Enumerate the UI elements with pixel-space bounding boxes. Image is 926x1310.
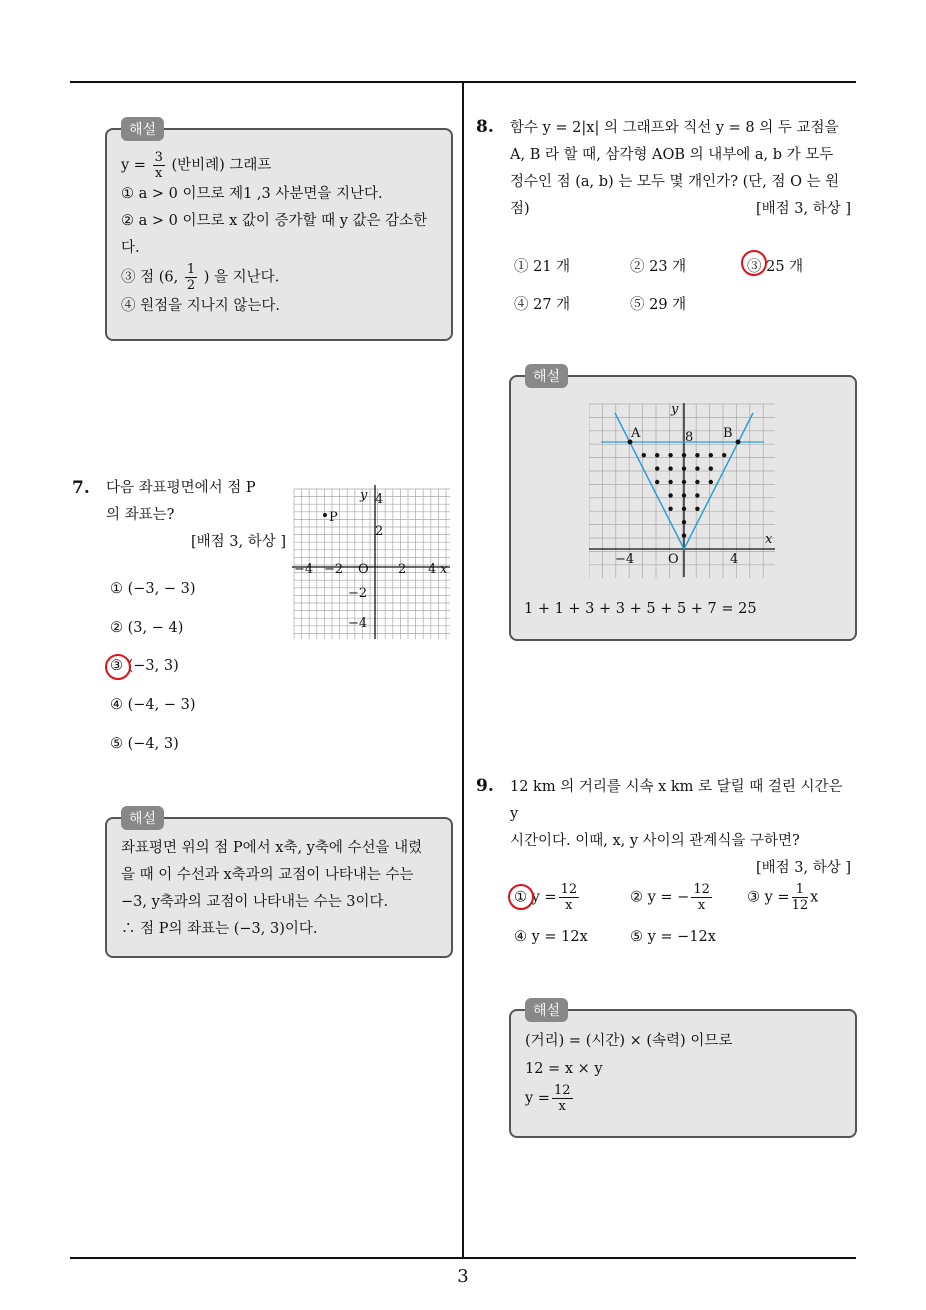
solution-box-9: [509, 1003, 857, 1138]
lattice-point: [668, 507, 672, 511]
lattice-point: [668, 493, 672, 497]
page-number: 3: [457, 1266, 469, 1287]
y-tick: 4: [375, 492, 384, 507]
q7-option-2[interactable]: ② (3, − 4): [110, 620, 184, 636]
fraction: $\frac{3}{x}$: [154, 150, 163, 181]
point-b-label: B: [723, 426, 733, 441]
question-9-score: [배점 3, 하상 ]: [755, 860, 851, 876]
q9-option-3[interactable]: ③ y = $\frac{1}{12}$ x: [747, 882, 819, 913]
question-7-score: [배점 3, 하상 ]: [190, 534, 286, 550]
point-p-label: P: [329, 510, 338, 525]
lattice-point: [682, 520, 686, 524]
lattice-point: [709, 453, 713, 457]
lattice-point: [695, 480, 699, 484]
solution-tag: 해설: [121, 117, 164, 141]
point-p: [323, 513, 327, 517]
question-number-8: 8.: [476, 117, 494, 137]
sol6-line1: y = $\frac{3}{x}$ (반비례) 그래프: [121, 150, 272, 181]
lattice-point: [682, 480, 686, 484]
x-tick-neg4: −4: [615, 552, 635, 567]
sol7-line3: −3, y축과의 교점이 나타내는 수는 3이다.: [121, 894, 389, 910]
lattice-point: [709, 480, 713, 484]
y-tick-8: 8: [685, 430, 694, 445]
q8-option-3[interactable]: ③ 25 개: [747, 259, 804, 275]
question-9-text: 12 km 의 거리를 시속 x km 로 달릴 때 걸린 시간은 y 시간이다. 이때, x, y 사이의 관계식을 구하면? [배점 3, 하상 ]: [510, 774, 855, 882]
lattice-point: [682, 533, 686, 537]
y-tick: 2: [375, 524, 384, 539]
sol6-line2: ① a > 0 이므로 제1 ,3 사분면을 지난다.: [121, 186, 383, 202]
sol9-line2: 12 = x × y: [525, 1061, 603, 1077]
question-8-score: [배점 3, 하상 ]: [755, 201, 851, 217]
lattice-point: [668, 453, 672, 457]
sol7-line2: 을 때 이 수선과 x축과의 교점이 나타내는 수는: [121, 867, 414, 883]
x-tick: 4: [428, 562, 437, 577]
q9-option-1[interactable]: ① y = $\frac{12}{x}$: [514, 882, 578, 913]
lattice-point: [682, 493, 686, 497]
sol8-equation: 1 + 1 + 3 + 3 + 5 + 5 + 7 = 25: [524, 601, 757, 617]
sol6-line3b: 다.: [121, 240, 140, 256]
lattice-point: [695, 453, 699, 457]
point-a-label: A: [631, 426, 641, 441]
x-tick: 2: [398, 562, 407, 577]
q9-option-2[interactable]: ② y = − $\frac{12}{x}$: [630, 882, 710, 913]
sol7-line1: 좌표평면 위의 점 P에서 x축, y축에 수선을 내렸: [121, 840, 423, 856]
solution-box-6: [105, 122, 453, 341]
sol7-line4: ∴ 점 P의 좌표는 (−3, 3)이다.: [121, 921, 318, 937]
lattice-point: [695, 493, 699, 497]
solution-tag: 해설: [525, 364, 568, 388]
sol6-line4: ③ 점 (6, $\frac{1}{2}$ ) 을 지난다.: [121, 262, 280, 293]
lattice-point: [655, 466, 659, 470]
q9-option-5[interactable]: ⑤ y = −12x: [630, 929, 716, 945]
x-tick-4: 4: [730, 552, 739, 567]
point-b: [736, 440, 741, 445]
lattice-point: [682, 453, 686, 457]
x-axis-label: x: [440, 562, 448, 577]
lattice-point: [655, 480, 659, 484]
solution-tag: 해설: [121, 806, 164, 830]
lattice-point: [695, 507, 699, 511]
lattice-point: [668, 466, 672, 470]
q8-option-1[interactable]: ① 21 개: [514, 259, 571, 275]
q8-option-2[interactable]: ② 23 개: [630, 259, 687, 275]
lattice-point: [642, 453, 646, 457]
solution-tag: 해설: [525, 998, 568, 1022]
lattice-point: [682, 507, 686, 511]
x-tick: −4: [294, 562, 314, 577]
lattice-point: [709, 466, 713, 470]
x-tick: −2: [324, 562, 344, 577]
y-axis-label: y: [360, 488, 368, 503]
y-axis-label: y: [671, 402, 679, 417]
question-7-text: 다음 좌표평면에서 점 P 의 좌표는? [배점 3, 하상 ]: [106, 475, 286, 556]
solution-box-7: [105, 811, 453, 958]
column-divider: [462, 83, 464, 1259]
question-number-9: 9.: [476, 776, 494, 796]
q7-option-3[interactable]: ③ (−3, 3): [110, 658, 179, 674]
q7-option-1[interactable]: ① (−3, − 3): [110, 581, 196, 597]
lattice-point: [682, 466, 686, 470]
x-axis-label: x: [765, 532, 773, 547]
lattice-point: [695, 466, 699, 470]
answer-circle: [741, 250, 767, 276]
y-tick: −4: [348, 616, 368, 631]
q7-coordinate-graph: [292, 483, 452, 639]
q8-option-5[interactable]: ⑤ 29 개: [630, 297, 687, 313]
lattice-point: [655, 453, 659, 457]
sol9-line3: y = $\frac{12}{x}$: [525, 1083, 571, 1114]
q7-option-5[interactable]: ⑤ (−4, 3): [110, 736, 179, 752]
y-tick: −2: [348, 586, 368, 601]
sol6-line3a: ② a > 0 이므로 x 값이 증가할 때 y 값은 감소한: [121, 213, 428, 229]
solution-box-8: [509, 369, 857, 641]
q9-option-4[interactable]: ④ y = 12x: [514, 929, 588, 945]
origin-label: O: [358, 562, 369, 577]
fraction: $\frac{1}{2}$: [186, 262, 196, 293]
question-8-text: 함수 y = 2|x| 의 그래프와 직선 y = 8 의 두 교점을 A, B 라 할 때, 삼각형 AOB 의 내부에 a, b 가 모두 정수인 점 (a, b) 는 모두 몇 개인가? (단, 점 O 는 원 점) [배점 3, 하상 ]: [510, 115, 855, 223]
q8-option-4[interactable]: ④ 27 개: [514, 297, 571, 313]
lattice-point: [722, 453, 726, 457]
q7-option-4[interactable]: ④ (−4, − 3): [110, 697, 196, 713]
answer-circle: [105, 654, 131, 680]
sol6-line5: ④ 원점을 지나지 않는다.: [121, 298, 280, 314]
question-number-7: 7.: [72, 478, 90, 498]
q8-solution-graph: [589, 401, 779, 581]
lattice-point: [668, 480, 672, 484]
sol9-line1: (거리) = (시간) × (속력) 이므로: [525, 1033, 733, 1049]
answer-circle: [508, 884, 534, 910]
origin-label: O: [668, 552, 679, 567]
